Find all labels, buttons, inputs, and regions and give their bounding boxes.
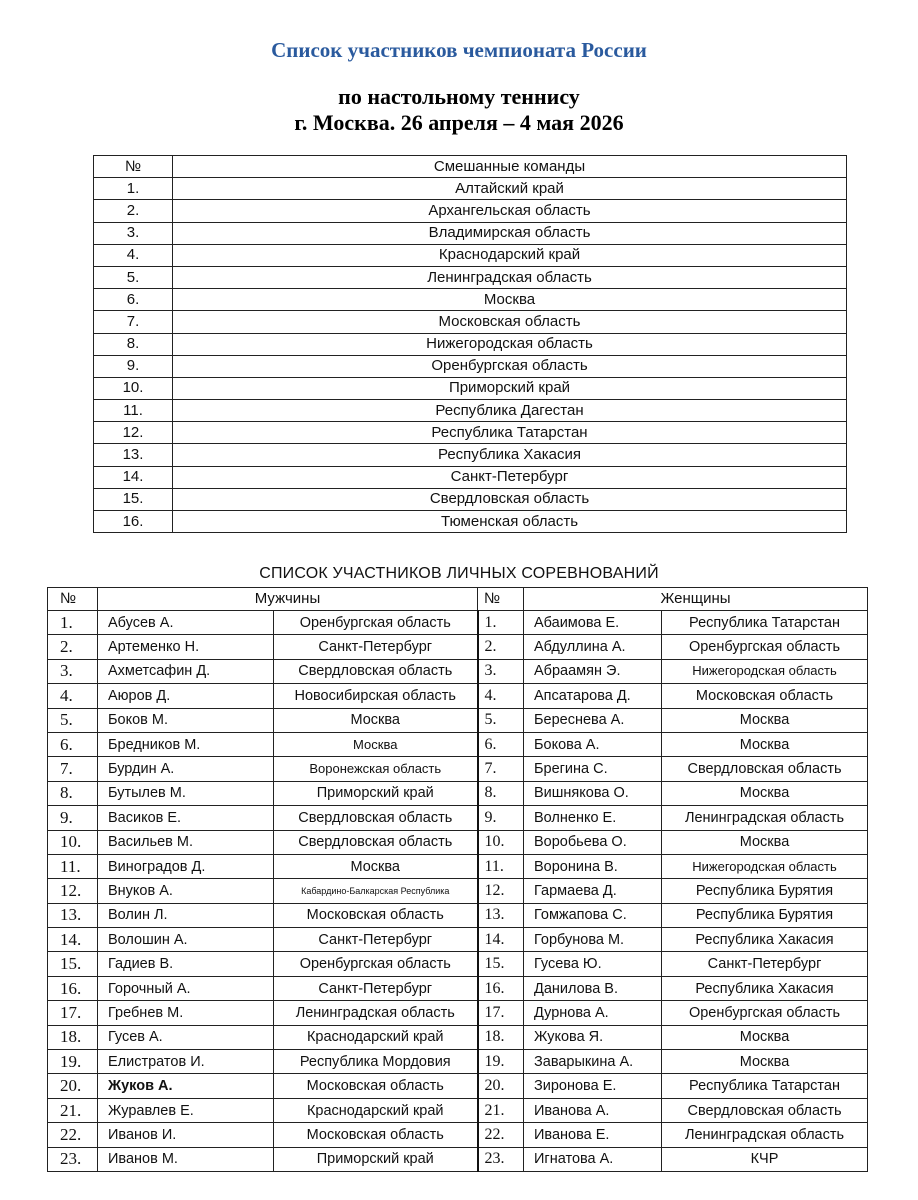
- participant-row: [48, 1050, 868, 1074]
- women-num: 19.: [478, 1050, 524, 1074]
- men-name: Артеменко Н.: [98, 635, 274, 659]
- individual-title: СПИСОК УЧАСТНИКОВ ЛИЧНЫХ СОРЕВНОВАНИЙ: [259, 565, 659, 582]
- team-row: [94, 200, 847, 222]
- team-name: Московская область: [173, 311, 847, 333]
- men-num: 12.: [48, 879, 98, 903]
- team-num: 1.: [94, 178, 173, 200]
- men-region: Кабардино-Балкарская Республика: [274, 879, 478, 903]
- participant-row: [48, 708, 868, 732]
- team-name: Краснодарский край: [173, 244, 847, 266]
- team-name: Республика Татарстан: [173, 422, 847, 444]
- women-name: Горбунова М.: [524, 928, 662, 952]
- women-region: Санкт-Петербург: [662, 952, 868, 976]
- men-num: 8.: [48, 781, 98, 805]
- men-region: Санкт-Петербург: [274, 976, 478, 1000]
- men-name: Бурдин А.: [98, 757, 274, 781]
- team-name: Приморский край: [173, 377, 847, 399]
- women-name: Гусева Ю.: [524, 952, 662, 976]
- team-name: Тюменская область: [173, 511, 847, 533]
- men-name: Волин Л.: [98, 903, 274, 927]
- men-region: Краснодарский край: [274, 1025, 478, 1049]
- team-num: 5.: [94, 266, 173, 288]
- women-num: 14.: [478, 928, 524, 952]
- men-num: 1.: [48, 611, 98, 635]
- team-name: Архангельская область: [173, 200, 847, 222]
- women-num: 10.: [478, 830, 524, 854]
- men-name: Жуков А.: [98, 1074, 274, 1098]
- women-region: Оренбургская область: [662, 1001, 868, 1025]
- team-row: [94, 466, 847, 488]
- team-row: [94, 333, 847, 355]
- women-name: Абдуллина А.: [524, 635, 662, 659]
- men-name: Гадиев В.: [98, 952, 274, 976]
- men-region: Свердловская область: [274, 806, 478, 830]
- team-num: 9.: [94, 355, 173, 377]
- team-name: Владимирская область: [173, 222, 847, 244]
- team-name: Нижегородская область: [173, 333, 847, 355]
- team-num: 10.: [94, 377, 173, 399]
- men-name: Волошин А.: [98, 928, 274, 952]
- men-num: 15.: [48, 952, 98, 976]
- participant-row: [48, 1025, 868, 1049]
- team-num: 11.: [94, 400, 173, 422]
- women-name: Иванова Е.: [524, 1123, 662, 1147]
- women-num: 8.: [478, 781, 524, 805]
- women-region: Ленинградская область: [662, 1123, 868, 1147]
- women-num: 16.: [478, 976, 524, 1000]
- women-region: Республика Татарстан: [662, 1074, 868, 1098]
- men-num: 23.: [48, 1147, 98, 1171]
- participant-row: [48, 635, 868, 659]
- men-region: Краснодарский край: [274, 1098, 478, 1122]
- men-region: Свердловская область: [274, 830, 478, 854]
- participant-row: [48, 1001, 868, 1025]
- team-row: [94, 444, 847, 466]
- women-region: Республика Хакасия: [662, 928, 868, 952]
- men-num: 6.: [48, 732, 98, 756]
- men-num: 19.: [48, 1050, 98, 1074]
- men-num: 20.: [48, 1074, 98, 1098]
- men-num: 17.: [48, 1001, 98, 1025]
- women-num: 13.: [478, 903, 524, 927]
- teams-table-header: [94, 156, 847, 178]
- men-region: Воронежская область: [274, 757, 478, 781]
- participant-row: [48, 781, 868, 805]
- women-region: Московская область: [662, 684, 868, 708]
- men-region: Свердловская область: [274, 659, 478, 683]
- men-num: 9.: [48, 806, 98, 830]
- men-region: Оренбургская область: [274, 952, 478, 976]
- women-region: Ленинградская область: [662, 806, 868, 830]
- team-name: Москва: [173, 289, 847, 311]
- men-col-num: №: [48, 588, 98, 611]
- men-region: Оренбургская область: [274, 611, 478, 635]
- men-name: Иванов И.: [98, 1123, 274, 1147]
- men-name: Бредников М.: [98, 732, 274, 756]
- men-region: Ленинградская область: [274, 1001, 478, 1025]
- team-num: 7.: [94, 311, 173, 333]
- participant-row: [48, 684, 868, 708]
- women-num: 9.: [478, 806, 524, 830]
- women-num: 4.: [478, 684, 524, 708]
- participant-row: [48, 732, 868, 756]
- document-location-dates: г. Москва. 26 апреля – 4 мая 2026: [294, 110, 624, 135]
- men-name: Иванов М.: [98, 1147, 274, 1171]
- men-num: 14.: [48, 928, 98, 952]
- women-num: 22.: [478, 1123, 524, 1147]
- team-name: Республика Хакасия: [173, 444, 847, 466]
- women-name: Данилова В.: [524, 976, 662, 1000]
- women-num: 5.: [478, 708, 524, 732]
- women-name: Бокова А.: [524, 732, 662, 756]
- men-name: Виноградов Д.: [98, 854, 274, 878]
- women-col-num: №: [478, 588, 524, 611]
- men-region: Московская область: [274, 1074, 478, 1098]
- men-num: 10.: [48, 830, 98, 854]
- document-subtitle: по настольному теннису: [338, 84, 580, 109]
- women-name: Гармаева Д.: [524, 879, 662, 903]
- women-num: 23.: [478, 1147, 524, 1171]
- team-row: [94, 178, 847, 200]
- women-region: Москва: [662, 830, 868, 854]
- women-name: Игнатова А.: [524, 1147, 662, 1171]
- men-num: 7.: [48, 757, 98, 781]
- men-region: Приморский край: [274, 1147, 478, 1171]
- team-row: [94, 244, 847, 266]
- participant-row: [48, 806, 868, 830]
- teams-col-num: №: [94, 156, 173, 178]
- team-num: 8.: [94, 333, 173, 355]
- women-name: Волненко Е.: [524, 806, 662, 830]
- individual-table: [47, 587, 868, 1172]
- men-num: 4.: [48, 684, 98, 708]
- men-name: Васиков Е.: [98, 806, 274, 830]
- men-name: Аюров Д.: [98, 684, 274, 708]
- team-row: [94, 222, 847, 244]
- team-row: [94, 311, 847, 333]
- men-num: 11.: [48, 854, 98, 878]
- men-region: Республика Мордовия: [274, 1050, 478, 1074]
- women-num: 17.: [478, 1001, 524, 1025]
- women-name: Дурнова А.: [524, 1001, 662, 1025]
- team-row: [94, 422, 847, 444]
- women-name: Жукова Я.: [524, 1025, 662, 1049]
- men-num: 21.: [48, 1098, 98, 1122]
- men-name: Боков М.: [98, 708, 274, 732]
- team-row: [94, 289, 847, 311]
- men-name: Бутылев М.: [98, 781, 274, 805]
- women-region: Нижегородская область: [662, 659, 868, 683]
- participant-row: [48, 1074, 868, 1098]
- men-region: Санкт-Петербург: [274, 928, 478, 952]
- document-title: Список участников чемпионата России: [271, 38, 647, 62]
- women-region: Свердловская область: [662, 1098, 868, 1122]
- men-region: Московская область: [274, 1123, 478, 1147]
- team-name: Свердловская область: [173, 488, 847, 510]
- men-name: Гребнев М.: [98, 1001, 274, 1025]
- men-region: Москва: [274, 854, 478, 878]
- men-region: Москва: [274, 708, 478, 732]
- men-name: Ахметсафин Д.: [98, 659, 274, 683]
- participant-row: [48, 879, 868, 903]
- women-name: Иванова А.: [524, 1098, 662, 1122]
- individual-table-header: [48, 588, 868, 611]
- participant-row: [48, 1123, 868, 1147]
- men-num: 5.: [48, 708, 98, 732]
- women-region: Республика Бурятия: [662, 879, 868, 903]
- men-name: Абусев А.: [98, 611, 274, 635]
- team-row: [94, 355, 847, 377]
- women-num: 7.: [478, 757, 524, 781]
- team-row: [94, 266, 847, 288]
- women-num: 11.: [478, 854, 524, 878]
- team-num: 13.: [94, 444, 173, 466]
- men-num: 13.: [48, 903, 98, 927]
- participant-row: [48, 611, 868, 635]
- women-num: 2.: [478, 635, 524, 659]
- participant-row: [48, 952, 868, 976]
- participant-row: [48, 903, 868, 927]
- men-num: 18.: [48, 1025, 98, 1049]
- women-region: Свердловская область: [662, 757, 868, 781]
- men-name: Елистратов И.: [98, 1050, 274, 1074]
- women-name: Брегина С.: [524, 757, 662, 781]
- participant-row: [48, 830, 868, 854]
- participant-row: [48, 1098, 868, 1122]
- men-region: Новосибирская область: [274, 684, 478, 708]
- men-region: Московская область: [274, 903, 478, 927]
- women-region: Москва: [662, 1050, 868, 1074]
- team-num: 15.: [94, 488, 173, 510]
- participant-row: [48, 757, 868, 781]
- women-region: Москва: [662, 1025, 868, 1049]
- teams-table: [93, 155, 847, 533]
- men-region: Санкт-Петербург: [274, 635, 478, 659]
- team-name: Республика Дагестан: [173, 400, 847, 422]
- team-num: 2.: [94, 200, 173, 222]
- women-region: КЧР: [662, 1147, 868, 1171]
- men-num: 2.: [48, 635, 98, 659]
- participant-row: [48, 976, 868, 1000]
- men-num: 16.: [48, 976, 98, 1000]
- men-name: Горочный А.: [98, 976, 274, 1000]
- women-num: 6.: [478, 732, 524, 756]
- men-num: 22.: [48, 1123, 98, 1147]
- women-col-header: Женщины: [524, 588, 868, 611]
- teams-col-name: Смешанные команды: [173, 156, 847, 178]
- women-num: 3.: [478, 659, 524, 683]
- women-num: 15.: [478, 952, 524, 976]
- women-num: 18.: [478, 1025, 524, 1049]
- women-name: Воробьева О.: [524, 830, 662, 854]
- men-region: Москва: [274, 732, 478, 756]
- participant-row: [48, 854, 868, 878]
- women-region: Республика Бурятия: [662, 903, 868, 927]
- women-region: Республика Татарстан: [662, 611, 868, 635]
- men-name: Васильев М.: [98, 830, 274, 854]
- women-region: Москва: [662, 781, 868, 805]
- women-num: 1.: [478, 611, 524, 635]
- women-region: Москва: [662, 708, 868, 732]
- women-region: Республика Хакасия: [662, 976, 868, 1000]
- men-col-header: Мужчины: [98, 588, 478, 611]
- team-name: Оренбургская область: [173, 355, 847, 377]
- women-name: Гомжапова С.: [524, 903, 662, 927]
- team-num: 3.: [94, 222, 173, 244]
- team-num: 14.: [94, 466, 173, 488]
- women-name: Зиронова Е.: [524, 1074, 662, 1098]
- women-name: Апсатарова Д.: [524, 684, 662, 708]
- men-name: Журавлев Е.: [98, 1098, 274, 1122]
- women-region: Москва: [662, 732, 868, 756]
- women-region: Нижегородская область: [662, 854, 868, 878]
- women-name: Воронина В.: [524, 854, 662, 878]
- team-row: [94, 511, 847, 533]
- team-row: [94, 488, 847, 510]
- team-num: 6.: [94, 289, 173, 311]
- women-name: Абаимова Е.: [524, 611, 662, 635]
- team-row: [94, 377, 847, 399]
- women-name: Заварыкина А.: [524, 1050, 662, 1074]
- men-region: Приморский край: [274, 781, 478, 805]
- team-num: 12.: [94, 422, 173, 444]
- team-num: 16.: [94, 511, 173, 533]
- women-region: Оренбургская область: [662, 635, 868, 659]
- participant-row: [48, 928, 868, 952]
- team-name: Алтайский край: [173, 178, 847, 200]
- men-name: Внуков А.: [98, 879, 274, 903]
- women-name: Абраамян Э.: [524, 659, 662, 683]
- men-name: Гусев А.: [98, 1025, 274, 1049]
- team-num: 4.: [94, 244, 173, 266]
- women-num: 12.: [478, 879, 524, 903]
- team-name: Санкт-Петербург: [173, 466, 847, 488]
- women-num: 21.: [478, 1098, 524, 1122]
- participant-row: [48, 659, 868, 683]
- men-num: 3.: [48, 659, 98, 683]
- women-num: 20.: [478, 1074, 524, 1098]
- team-name: Ленинградская область: [173, 266, 847, 288]
- women-name: Береснева А.: [524, 708, 662, 732]
- team-row: [94, 400, 847, 422]
- women-name: Вишнякова О.: [524, 781, 662, 805]
- participant-row: [48, 1147, 868, 1171]
